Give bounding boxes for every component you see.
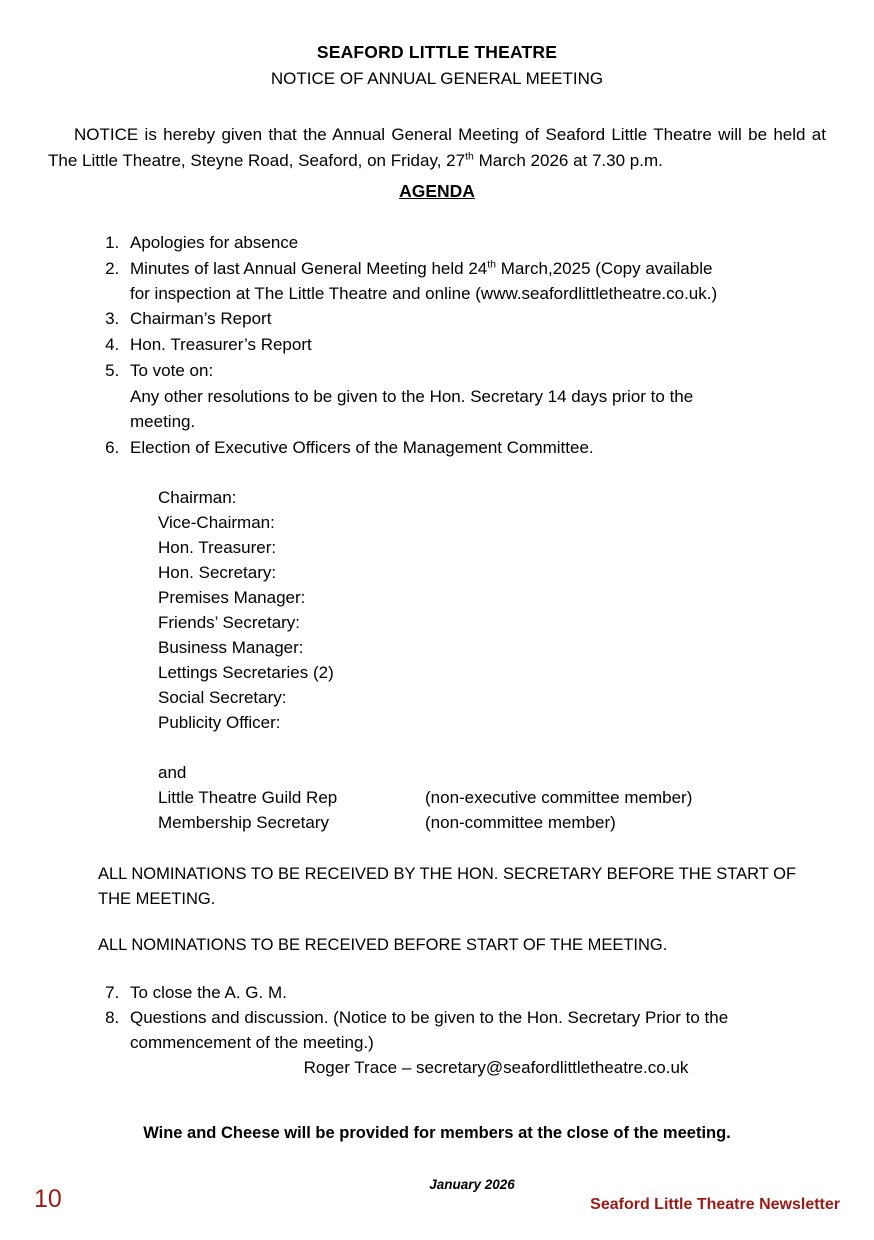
officer-role: Chairman: — [158, 488, 237, 508]
page-number: 10 — [34, 1185, 62, 1213]
agenda-item-7-text: To close the A. G. M. — [130, 983, 287, 1003]
additional-role-note: (non-committee member) — [425, 812, 616, 832]
list-item — [124, 230, 874, 255]
officer-role: Business Manager: — [158, 638, 304, 658]
officer-role: Hon. Secretary: — [158, 563, 277, 583]
document-header — [0, 0, 874, 92]
list-item — [124, 332, 874, 357]
nominations-notice — [98, 862, 826, 958]
nominations-line2: THE MEETING. — [98, 889, 216, 908]
additional-role-name: Little Theatre Guild Rep — [158, 787, 338, 807]
notice-text-part2: March 2026 at 7.30 p.m. — [473, 151, 663, 171]
officer-roles-list — [158, 486, 874, 786]
notice-paragraph — [48, 122, 826, 175]
signature-line: Roger Trace – secretary@seafordlittletheatre.co.uk — [303, 1057, 689, 1077]
ordinal-suffix: th — [465, 150, 474, 163]
agenda-item-2-text: Minutes of last Annual General Meeting held 24 — [130, 258, 488, 278]
agenda-item-2-line2: for inspection at The Little Theatre and online (www.seafordlittletheatre.co.uk.) — [130, 284, 718, 304]
notice-text-part1: NOTICE is hereby given that the Annual General Meeting of Seaford Little Theatre will be held at The Little Theatre, Steyne Road, Seaford, on Friday, 27 — [48, 125, 826, 171]
agenda-item-5-line3: meeting. — [130, 411, 196, 431]
officer-role: Social Secretary: — [158, 687, 287, 707]
officer-role: Vice-Chairman: — [158, 513, 275, 533]
agenda-item-1-text: Apologies for absence — [130, 232, 299, 252]
agenda-item-8-line2: commencement of the meeting.) — [130, 1033, 374, 1053]
list-item — [124, 358, 874, 433]
officer-role: Hon. Treasurer: — [158, 538, 277, 558]
document-footer — [0, 1185, 874, 1214]
and-label: and — [158, 762, 187, 782]
closing-item-list — [0, 980, 874, 1055]
agenda-item-4-text: Hon. Treasurer’s Report — [130, 335, 312, 355]
additional-role-name: Membership Secretary — [158, 812, 330, 832]
list-item — [124, 256, 874, 306]
list-item — [124, 306, 874, 331]
refreshments-note: Wine and Cheese will be provided for members at the close of the meeting. — [143, 1123, 731, 1142]
list-item — [124, 980, 874, 1005]
agenda-item-list — [0, 230, 874, 460]
agenda-item-5-text: To vote on: — [130, 361, 214, 381]
officer-role: Publicity Officer: — [158, 712, 281, 732]
page-subtitle: NOTICE OF ANNUAL GENERAL MEETING — [270, 69, 604, 89]
officer-role: Premises Manager: — [158, 588, 306, 608]
list-item — [124, 1005, 874, 1055]
additional-role-note: (non-executive committee member) — [425, 787, 693, 807]
nominations-line1: ALL NOMINATIONS TO BE RECEIVED BY THE HON. SECRETARY BEFORE THE START OF — [98, 864, 797, 883]
list-item — [124, 435, 874, 460]
agenda-item-8-text: Questions and discussion. (Notice to be given to the Hon. Secretary Prior to the — [130, 1008, 729, 1028]
footer-publication-title: Seaford Little Theatre Newsletter — [590, 1196, 840, 1213]
additional-roles-list — [158, 786, 874, 836]
spacer — [158, 736, 874, 761]
agenda-item-3-text: Chairman’s Report — [130, 309, 272, 329]
agenda-item-6-text: Election of Executive Officers of the Management Committee. — [130, 437, 594, 457]
nominations-line3: ALL NOMINATIONS TO BE RECEIVED BEFORE START OF THE MEETING. — [98, 936, 668, 955]
officer-role: Friends’ Secretary: — [158, 613, 301, 633]
agenda-heading: AGENDA — [399, 180, 475, 201]
issue-date: January 2026 — [429, 1176, 515, 1192]
ordinal-suffix: th — [487, 258, 497, 271]
agenda-item-2-text-cont: March,2025 (Copy available — [496, 258, 713, 278]
officer-role: Lettings Secretaries (2) — [158, 663, 334, 682]
page-title: SEAFORD LITTLE THEATRE — [316, 42, 558, 62]
list-item — [158, 786, 874, 811]
agenda-item-5-line2: Any other resolutions to be given to the Hon. Secretary 14 days prior to the — [130, 386, 694, 406]
list-item — [158, 811, 874, 836]
